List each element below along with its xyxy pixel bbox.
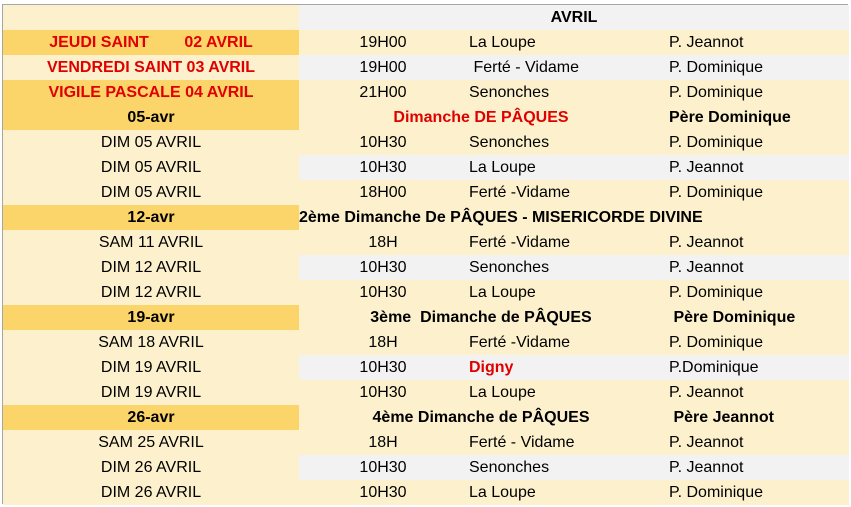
mass-row <box>3 180 849 205</box>
mass-row <box>3 280 849 305</box>
mass-time: 10H30 <box>359 459 407 476</box>
mass-date: DIM 26 AVRIL <box>100 459 202 476</box>
sunday-header-row <box>3 205 849 230</box>
mass-date: DIM 12 AVRIL <box>100 259 202 276</box>
mass-priest: P. Jeannot <box>669 234 744 251</box>
month-header: AVRIL <box>550 9 598 26</box>
mass-row <box>3 330 849 355</box>
mass-time: 10H30 <box>359 134 407 151</box>
month-header-row <box>3 5 849 30</box>
sunday-date: 12-avr <box>127 209 175 226</box>
mass-place: La Loupe <box>469 159 536 176</box>
mass-date: DIM 19 AVRIL <box>100 384 202 401</box>
mass-place: Senonches <box>469 259 550 276</box>
mass-time: 10H30 <box>359 159 407 176</box>
mass-priest: P. Jeannot <box>669 384 744 401</box>
mass-time: 21H00 <box>359 84 407 101</box>
mass-time: 10H30 <box>359 484 407 501</box>
mass-date: VENDREDI SAINT 03 AVRIL <box>46 59 256 76</box>
mass-place: Ferté - Vidame <box>469 434 575 451</box>
mass-date: DIM 05 AVRIL <box>100 184 202 201</box>
mass-date: DIM 19 AVRIL <box>100 359 202 376</box>
mass-date: SAM 18 AVRIL <box>98 334 204 351</box>
mass-priest: P. Dominique <box>669 334 763 351</box>
mass-row <box>3 430 849 455</box>
mass-date: DIM 05 AVRIL <box>100 134 202 151</box>
mass-place: Ferté -Vidame <box>469 234 571 251</box>
sunday-date: 19-avr <box>127 309 175 326</box>
sunday-priest: Père Jeannot <box>669 409 774 426</box>
mass-place: Digny <box>469 359 514 376</box>
mass-time: 10H30 <box>359 384 407 401</box>
mass-date: JEUDI SAINT 02 AVRIL <box>49 34 253 51</box>
mass-row <box>3 255 849 280</box>
sunday-title: Dimanche DE PÂQUES <box>393 109 569 126</box>
mass-time: 18H <box>368 434 398 451</box>
mass-place: Senonches <box>469 459 550 476</box>
mass-place: La Loupe <box>469 34 536 51</box>
sunday-header-row <box>3 305 849 330</box>
mass-priest: P. Dominique <box>669 484 763 501</box>
mass-time: 10H30 <box>359 359 407 376</box>
sunday-title: 4ème Dimanche de PÂQUES <box>372 409 590 426</box>
sunday-date: 05-avr <box>127 109 175 126</box>
mass-priest: P. Jeannot <box>669 259 744 276</box>
mass-row <box>3 155 849 180</box>
mass-priest: P. Dominique <box>669 184 763 201</box>
mass-priest: P. Jeannot <box>669 159 744 176</box>
mass-priest: P. Dominique <box>669 284 763 301</box>
mass-date: DIM 12 AVRIL <box>100 284 202 301</box>
mass-row <box>3 380 849 405</box>
mass-row <box>3 455 849 480</box>
mass-row <box>3 230 849 255</box>
holy-week-row <box>3 30 849 55</box>
mass-time: 18H <box>368 234 398 251</box>
mass-date: DIM 26 AVRIL <box>100 484 202 501</box>
mass-place: Senonches <box>469 134 550 151</box>
mass-priest: P. Jeannot <box>669 459 744 476</box>
mass-date: SAM 11 AVRIL <box>98 234 204 251</box>
mass-date: SAM 25 AVRIL <box>98 434 204 451</box>
mass-place: La Loupe <box>469 384 536 401</box>
mass-place: Senonches <box>469 84 550 101</box>
mass-time: 18H00 <box>359 184 407 201</box>
mass-time: 10H30 <box>359 259 407 276</box>
mass-date: VIGILE PASCALE 04 AVRIL <box>48 84 254 101</box>
mass-place: Ferté -Vidame <box>469 334 571 351</box>
mass-priest: P. Jeannot <box>669 34 744 51</box>
mass-priest: P.Dominique <box>669 359 759 376</box>
mass-place: La Loupe <box>469 484 536 501</box>
sunday-header-row <box>3 105 849 130</box>
schedule-rows <box>3 30 847 505</box>
mass-priest: P. Jeannot <box>669 434 744 451</box>
sunday-title: 3ème Dimanche de PÂQUES <box>370 309 592 326</box>
mass-time: 19H00 <box>359 59 407 76</box>
sunday-date: 26-avr <box>127 409 175 426</box>
holy-week-row <box>3 55 849 80</box>
mass-row <box>3 355 849 380</box>
mass-time: 10H30 <box>359 284 407 301</box>
mass-place: Ferté - Vidame <box>469 59 579 76</box>
sunday-priest: Père Dominique <box>669 109 791 126</box>
holy-week-row <box>3 80 849 105</box>
mass-time: 19H00 <box>359 34 407 51</box>
mass-priest: P. Dominique <box>669 84 763 101</box>
mass-row <box>3 480 849 505</box>
mass-place: La Loupe <box>469 284 536 301</box>
sunday-header-row <box>3 405 849 430</box>
mass-priest: P. Dominique <box>669 134 763 151</box>
mass-time: 18H <box>368 334 398 351</box>
sunday-title: 2ème Dimanche De PÂQUES - MISERICORDE DIVINE <box>299 209 703 226</box>
sunday-priest: Père Dominique <box>669 309 796 326</box>
mass-schedule-table <box>2 4 848 504</box>
mass-date: DIM 05 AVRIL <box>100 159 202 176</box>
mass-priest: P. Dominique <box>669 59 763 76</box>
mass-place: Ferté -Vidame <box>469 184 571 201</box>
mass-row <box>3 130 849 155</box>
